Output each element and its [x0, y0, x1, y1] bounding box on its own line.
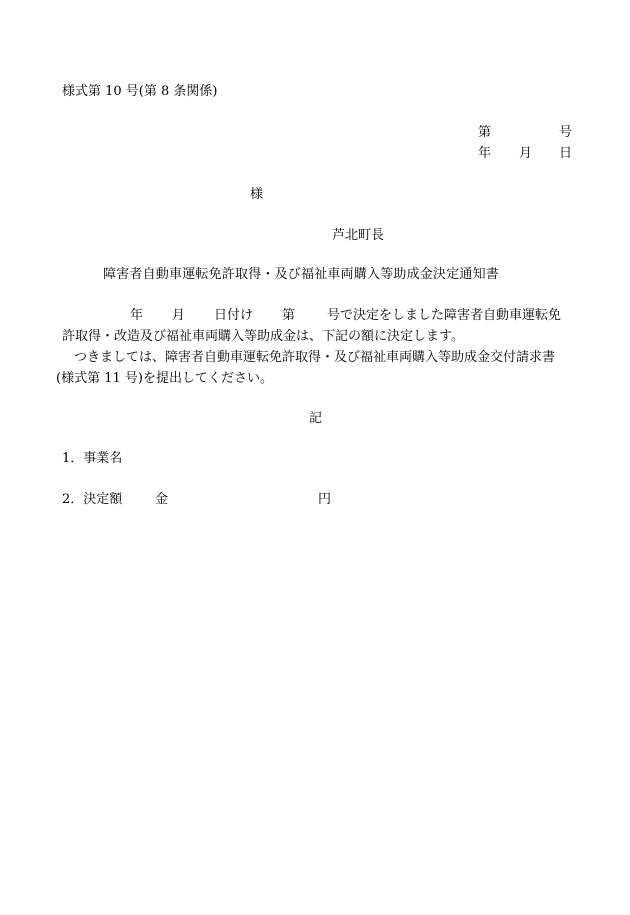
date-year-label: 年 — [478, 146, 492, 161]
amount-yen-label: 円 — [318, 492, 332, 507]
date-day-label: 日 — [559, 146, 573, 161]
addressee-suffix: 様 — [250, 187, 264, 202]
date-month-label: 月 — [519, 146, 533, 161]
item-decided-amount: 2．決定額 — [62, 492, 123, 507]
number-prefix: 第 — [478, 125, 492, 140]
paragraph1-month: 月 — [172, 308, 186, 323]
paragraph1-year: 年 — [130, 308, 144, 323]
item-project-name: 1．事業名 — [62, 451, 123, 466]
note-heading: 記 — [309, 411, 323, 426]
paragraph2-line1: つきましては、障害者自動車運転免許取得・及び福祉車両購入等助成金交付請求書 — [74, 350, 556, 365]
number-suffix: 号 — [559, 125, 573, 140]
paragraph1-line1-rest: 号で決定をしました障害者自動車運転免 — [327, 308, 562, 323]
paragraph1-number-prefix: 第 — [282, 308, 296, 323]
form-id: 様式第 10 号(第 8 条関係) — [62, 84, 218, 99]
paragraph2-line2: (様式第 11 号)を提出してください。 — [56, 371, 273, 386]
paragraph1-dated: 日付け — [214, 308, 254, 323]
issuer: 芦北町長 — [332, 228, 385, 243]
paragraph1-line2: 許取得・改造及び福祉車両購入等助成金は、下記の額に決定します。 — [62, 329, 464, 344]
document-title: 障害者自動車運転免許取得・及び福祉車両購入等助成金決定通知書 — [103, 267, 500, 282]
amount-kin-label: 金 — [155, 492, 169, 507]
